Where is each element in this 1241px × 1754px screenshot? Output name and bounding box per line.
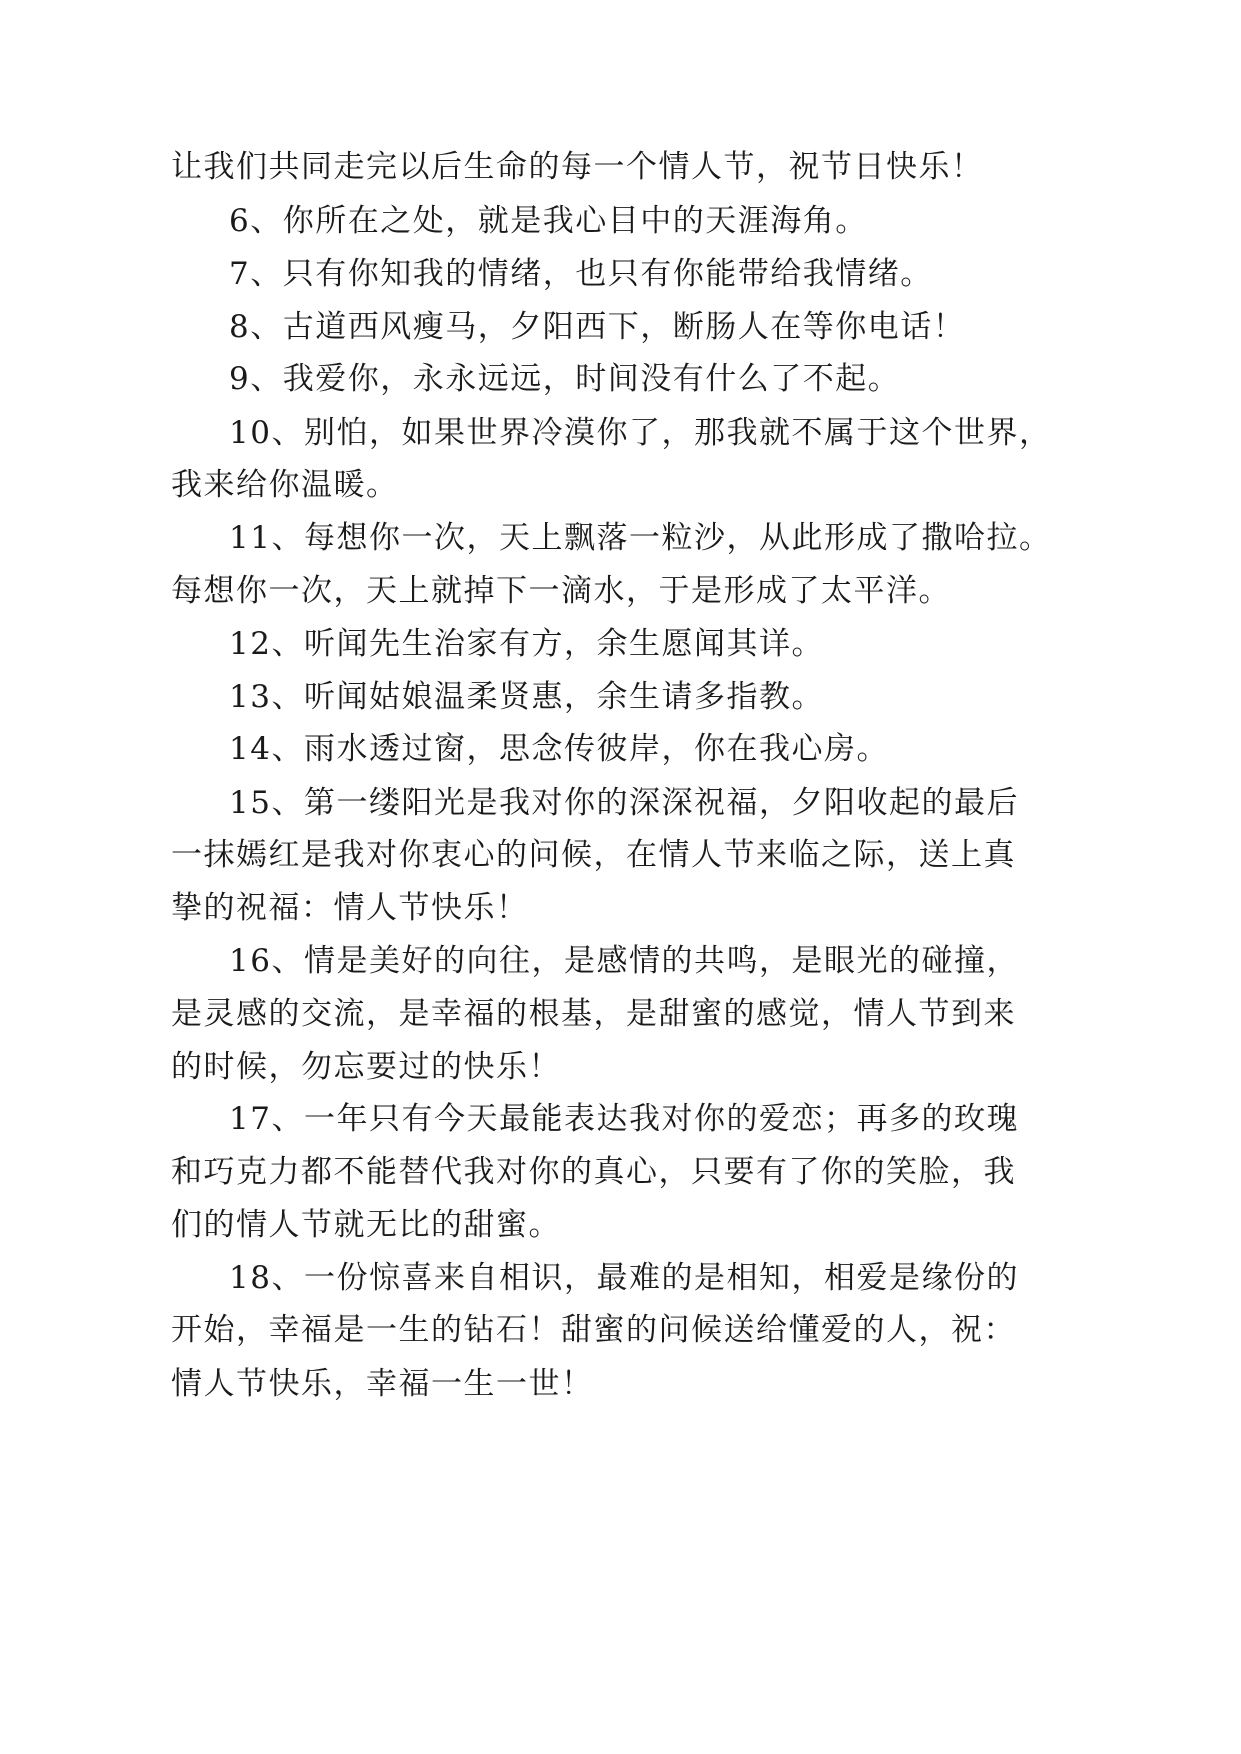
text-line: 们的情人节就无比的甜蜜。: [171, 1207, 561, 1243]
list-item-7: 7、只有你知我的情绪，也只有你能带给我情绪。: [229, 256, 933, 292]
text-line: 开始，幸福是一生的钻石！甜蜜的问候送给懂爱的人，祝：: [171, 1312, 1016, 1348]
list-item-14: 14、雨水透过窗，思念传彼岸，你在我心房。: [229, 731, 889, 767]
list-item-17: 17、一年只有今天最能表达我对你的爱恋；再多的玫瑰: [229, 1101, 1019, 1137]
text-line: 和巧克力都不能替代我对你的真心，只要有了你的笑脸，我: [171, 1154, 1016, 1190]
list-item-8: 8、古道西风瘦马，夕阳西下，断肠人在等你电话！: [229, 309, 966, 345]
list-item-6: 6、你所在之处，就是我心目中的天涯海角。: [229, 203, 868, 239]
text-line: 让我们共同走完以后生命的每一个情人节，祝节日快乐！: [171, 149, 984, 185]
text-line: 挚的祝福：情人节快乐！: [171, 890, 529, 926]
text-line: 的时候，勿忘要过的快乐！: [171, 1049, 561, 1085]
text-line: 我来给你温暖。: [171, 467, 399, 503]
list-item-13: 13、听闻姑娘温柔贤惠，余生请多指教。: [229, 679, 824, 715]
text-line: 每想你一次，天上就掉下一滴水，于是形成了太平洋。: [171, 573, 951, 609]
list-item-16: 16、情是美好的向往，是感情的共鸣，是眼光的碰撞，: [229, 943, 1019, 979]
list-item-18: 18、一份惊喜来自相识，最难的是相知，相爱是缘份的: [229, 1260, 1019, 1296]
text-line: 情人节快乐，幸福一生一世！: [171, 1366, 594, 1402]
text-line: 一抹嫣红是我对你衷心的问候，在情人节来临之际，送上真: [171, 837, 1016, 873]
list-item-9: 9、我爱你，永永远远，时间没有什么了不起。: [229, 361, 901, 397]
list-item-10: 10、别怕，如果世界冷漠你了，那我就不属于这个世界，: [229, 415, 1052, 451]
list-item-12: 12、听闻先生治家有方，余生愿闻其详。: [229, 626, 824, 662]
list-item-15: 15、第一缕阳光是我对你的深深祝福，夕阳收起的最后: [229, 785, 1019, 821]
list-item-11: 11、每想你一次，天上飘落一粒沙，从此形成了撒哈拉。: [229, 520, 1052, 556]
text-line: 是灵感的交流，是幸福的根基，是甜蜜的感觉，情人节到来: [171, 996, 1016, 1032]
